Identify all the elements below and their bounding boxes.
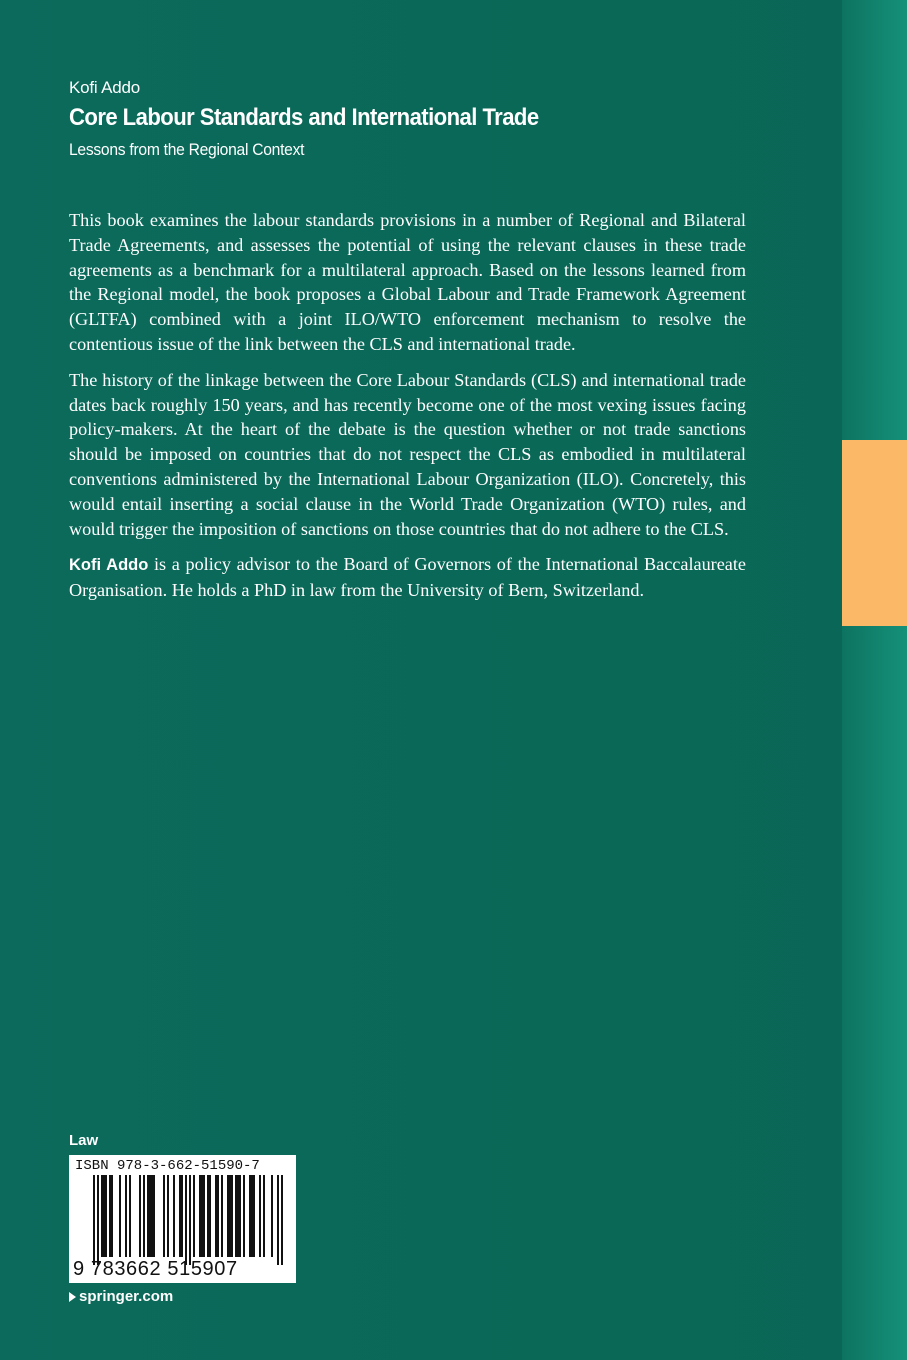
book-subtitle: Lessons from the Regional Context (69, 140, 305, 159)
barcode-bar (185, 1175, 187, 1265)
barcode-bar (251, 1175, 253, 1257)
barcode-bar (105, 1175, 107, 1257)
barcode-bar (249, 1175, 251, 1257)
barcode-bar (181, 1175, 183, 1257)
barcode-bar (203, 1175, 205, 1257)
blurb (69, 208, 746, 614)
barcode-bar (189, 1175, 191, 1265)
barcode-bar (163, 1175, 165, 1257)
barcode-bar (93, 1175, 95, 1265)
barcode-bar (167, 1175, 169, 1257)
barcode-bar (179, 1175, 181, 1257)
accent-block (842, 440, 907, 626)
isbn-label: ISBN 978-3-662-51590-7 (75, 1158, 260, 1174)
bio-text: is a policy advisor to the Board of Governors of the International Baccalaureate Organisation. He holds a PhD in law from the University of Bern, Switzerland. (69, 554, 746, 601)
barcode-bar (231, 1175, 233, 1257)
barcode-bar (151, 1175, 153, 1257)
subject-category: Law (69, 1132, 99, 1149)
barcode-bar (143, 1175, 145, 1257)
barcode-bar (235, 1175, 237, 1257)
barcode-bar (173, 1175, 175, 1257)
barcode-bar (125, 1175, 127, 1257)
barcode-bar (263, 1175, 265, 1257)
barcode-bar (147, 1175, 149, 1257)
barcode-bar (271, 1175, 273, 1257)
barcode-bar (239, 1175, 241, 1257)
barcode-bar (281, 1175, 283, 1265)
barcode-bar (199, 1175, 201, 1257)
barcode-bar (149, 1175, 151, 1257)
play-arrow-icon (69, 1292, 76, 1302)
barcode-bar (97, 1175, 99, 1265)
barcode-bar (111, 1175, 113, 1257)
barcode-bar (277, 1175, 279, 1265)
barcode-bar (193, 1175, 195, 1257)
barcode-bar (103, 1175, 105, 1257)
publisher-label: springer.com (79, 1288, 174, 1305)
barcode-bar (237, 1175, 239, 1257)
barcode-bar (109, 1175, 111, 1257)
barcode-bar (139, 1175, 141, 1257)
barcode-bar (229, 1175, 231, 1257)
barcode-bar (209, 1175, 211, 1257)
bio-author-name: Kofi Addo (69, 556, 149, 575)
barcode-bar (129, 1175, 131, 1257)
barcode-bar (253, 1175, 255, 1257)
author-bio (69, 552, 746, 603)
barcode-bar (153, 1175, 155, 1257)
barcode-bar (201, 1175, 203, 1257)
barcode-bar (259, 1175, 261, 1257)
barcode-bar (221, 1175, 223, 1257)
barcode-bar (227, 1175, 229, 1257)
barcode-bar (101, 1175, 103, 1257)
barcode-bar (215, 1175, 217, 1257)
barcode-bar (217, 1175, 219, 1257)
barcode-bar (243, 1175, 245, 1257)
author-name: Kofi Addo (69, 78, 140, 97)
blurb-paragraph-1: This book examines the labour standards provisions in a number of Regional and Bilateral Trade Agreements, and assesses the potential of using the relevant clauses in these trade agreements as a benchmark for a multilateral approach. Based on the lessons learned from the Regional model, the book proposes a Global Labour and Trade Framework Agreement (GLTFA) combined with a joint ILO/WTO enforcement mechanism to resolve the contentious issue of the link between the CLS and international trade. (69, 210, 746, 354)
isbn-barcode (69, 1155, 296, 1283)
publisher-link[interactable] (69, 1288, 173, 1305)
barcode-bar (207, 1175, 209, 1257)
spine-strip (842, 0, 907, 1360)
book-title: Core Labour Standards and International Trade (69, 104, 539, 131)
barcode-bar (119, 1175, 121, 1257)
ean-digits: 9 783662 515907 (73, 1258, 238, 1280)
blurb-paragraph-2: The history of the linkage between the Core Labour Standards (CLS) and international trade dates back roughly 150 years, and has recently become one of the most vexing issues facing policy-makers. At the heart of the debate is the question whether or not trade sanctions should be imposed on countries that do not respect the CLS as embodied in multilateral conventions administered by the International Labour Organization (ILO). Concretely, this would entail inserting a social clause in the World Trade Organization (WTO) rules, and would trigger the imposition of sanctions on those countries that do not adhere to the CLS. (69, 369, 746, 539)
